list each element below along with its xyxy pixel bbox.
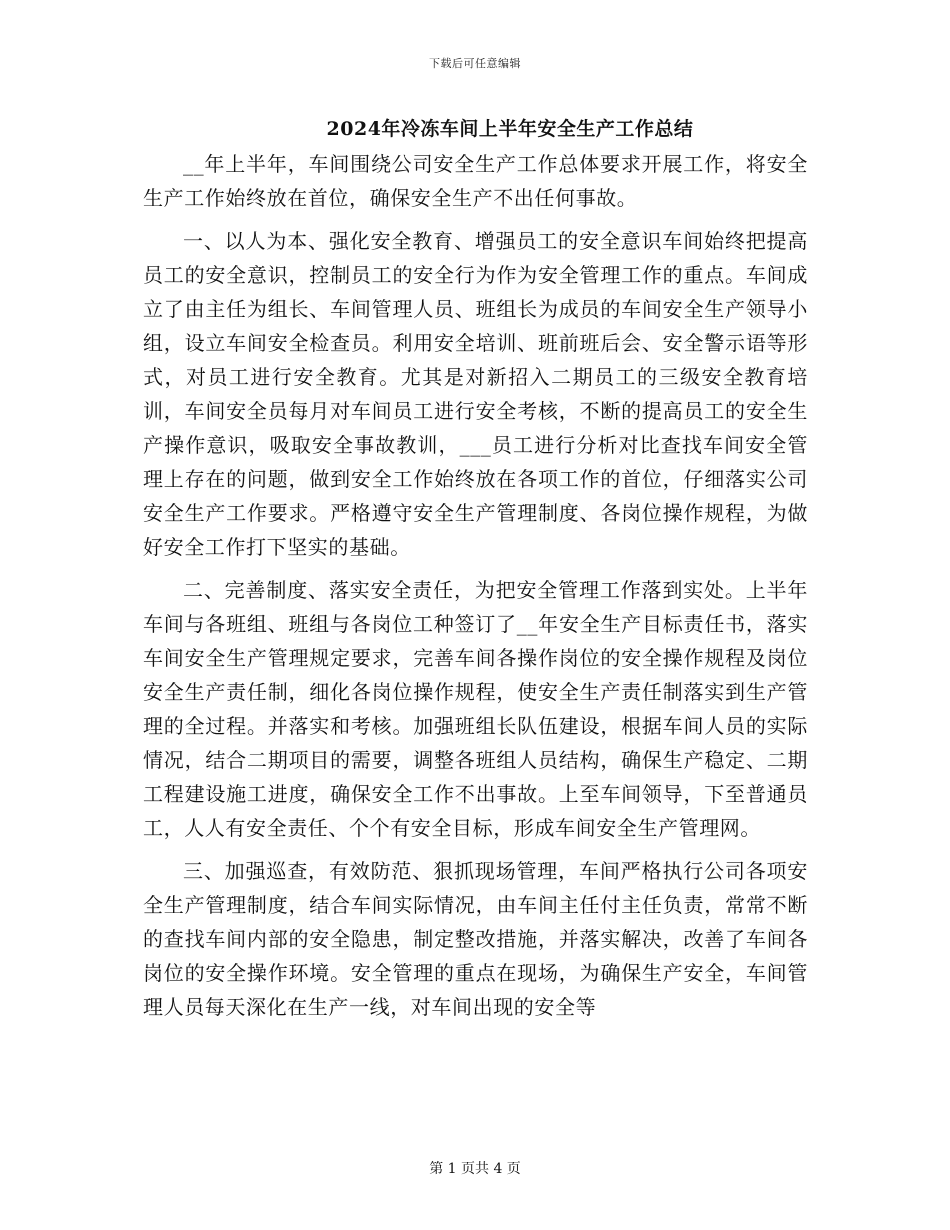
paragraph-section-1: 一、以人为本、强化安全教育、增强员工的安全意识车间始终把提高员工的安全意识，控制员工的安全行为作为安全管理工作的重点。车间成立了由主任为组长、车间管理人员、班组长为成员的车间安全生产领导小组，设立车间安全检查员。利用安全培训、班前班后会、安全警示语等形式，对员工进行安全教育。尤其是对新招入二期员工的三级安全教育培训，车间安全员每月对车间员工进行安全考核，不断的提高员工的安全生产操作意识，吸取安全事故教训，___员工进行分析对比查找车间安全管理上存在的问题，做到安全工作始终放在各项工作的首位，仔细落实公司安全生产工作要求。严格遵守安全生产管理制度、各岗位操作规程，为做好安全工作打下坚实的基础。 [143, 229, 808, 559]
header-note: 下载后可任意编辑 [429, 57, 521, 70]
document-body [143, 147, 808, 1024]
page-number: 第 1 页共 4 页 [429, 1161, 521, 1177]
paragraph-section-3: 三、加强巡查，有效防范、狠抓现场管理，车间严格执行公司各项安全生产管理制度，结合车间实际情况，由车间主任付主任负责，常常不断的查找车间内部的安全隐患，制定整改措施，并落实解决，改善了车间各岗位的安全操作环境。安全管理的重点在现场，为确保生产安全，车间管理人员每天深化在生产一线，对车间出现的安全等 [143, 859, 808, 1019]
paragraph-section-2: 二、完善制度、落实安全责任，为把安全管理工作落到实处。上半年车间与各班组、班组与各岗位工种签订了__年安全生产目标责任书，落实车间安全生产管理规定要求，完善车间各操作岗位的安全操作规程及岗位安全生产责任制，细化各岗位操作规程，使安全生产责任制落实到生产管理的全过程。并落实和考核。加强班组长队伍建设，根据车间人员的实际情况，结合二期项目的需要，调整各班组人员结构，确保生产稳定、二期工程建设施工进度，确保安全工作不出事故。上至车间领导，下至普通员工，人人有安全责任、个个有安全目标，形成车间安全生产管理网。 [143, 578, 808, 840]
paragraph-intro: __年上半年，车间围绕公司安全生产工作总体要求开展工作，将安全生产工作始终放在首位，确保安全生产不出任何事故。 [143, 152, 808, 210]
document-title: 2024年冷冻车间上半年安全生产工作总结 [326, 118, 694, 140]
